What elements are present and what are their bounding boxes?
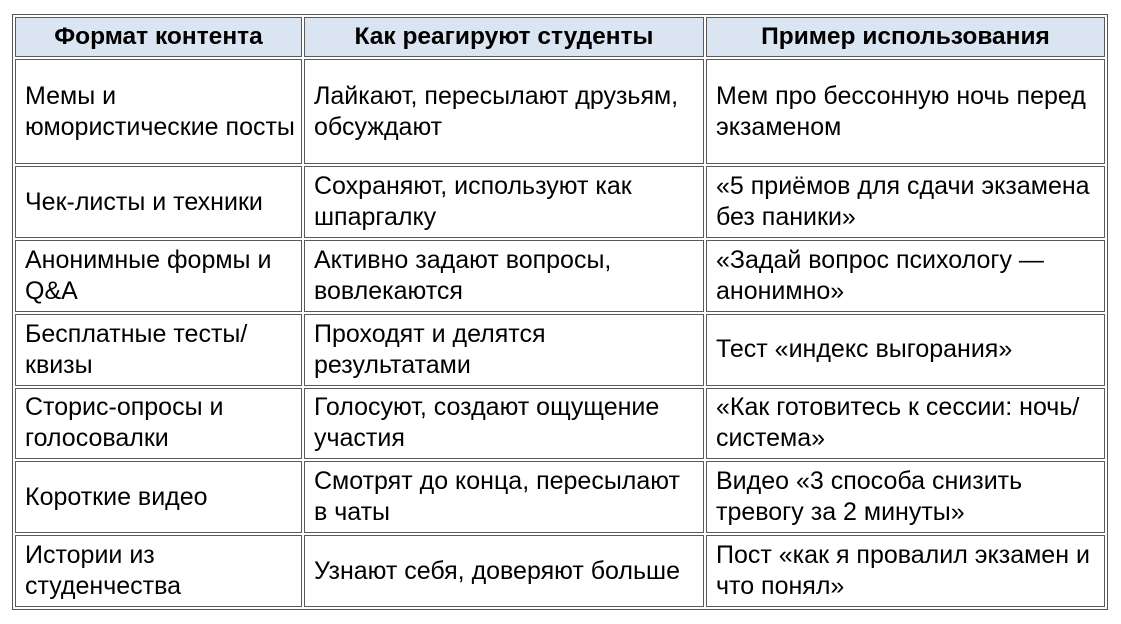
table-row — [15, 388, 1105, 460]
content-format-table — [12, 14, 1108, 610]
cell-reaction: Голосуют, создают ощущение участия — [304, 388, 704, 460]
cell-format: Бесплатные тесты/квизы — [15, 314, 302, 386]
cell-example: Пост «как я провалил экзамен и что понял» — [706, 535, 1105, 607]
header-reaction: Как реагируют студенты — [304, 17, 704, 57]
table-row — [15, 535, 1105, 607]
cell-reaction: Лайкают, пересылают друзьям, обсуждают — [304, 59, 704, 164]
cell-format: Чек-листы и техники — [15, 166, 302, 238]
table-row — [15, 314, 1105, 386]
cell-reaction: Сохраняют, используют как шпаргалку — [304, 166, 704, 238]
header-example: Пример использования — [706, 17, 1105, 57]
content-format-grid — [13, 15, 1107, 609]
header-format: Формат контента — [15, 17, 302, 57]
cell-reaction: Узнают себя, доверяют больше — [304, 535, 704, 607]
cell-example: Мем про бессонную ночь перед экзаменом — [706, 59, 1105, 164]
table-row — [15, 240, 1105, 312]
cell-example: «5 приёмов для сдачи экзамена без паники» — [706, 166, 1105, 238]
table-row — [15, 461, 1105, 533]
cell-format: Анонимные формы и Q&A — [15, 240, 302, 312]
cell-format: Мемы и юмористические посты — [15, 59, 302, 164]
cell-example: Тест «индекс выгорания» — [706, 314, 1105, 386]
cell-reaction: Смотрят до конца, пересылают в чаты — [304, 461, 704, 533]
cell-format: Сторис-опросы и голосовалки — [15, 388, 302, 460]
table-row — [15, 166, 1105, 238]
cell-example: Видео «3 способа снизить тревогу за 2 минуты» — [706, 461, 1105, 533]
table-row — [15, 59, 1105, 164]
header-row — [15, 17, 1105, 57]
cell-format: Короткие видео — [15, 461, 302, 533]
cell-reaction: Активно задают вопросы, вовлекаются — [304, 240, 704, 312]
cell-reaction: Проходят и делятся результатами — [304, 314, 704, 386]
cell-example: «Задай вопрос психологу — анонимно» — [706, 240, 1105, 312]
cell-example: «Как готовитесь к сессии: ночь/система» — [706, 388, 1105, 460]
cell-format: Истории из студенчества — [15, 535, 302, 607]
